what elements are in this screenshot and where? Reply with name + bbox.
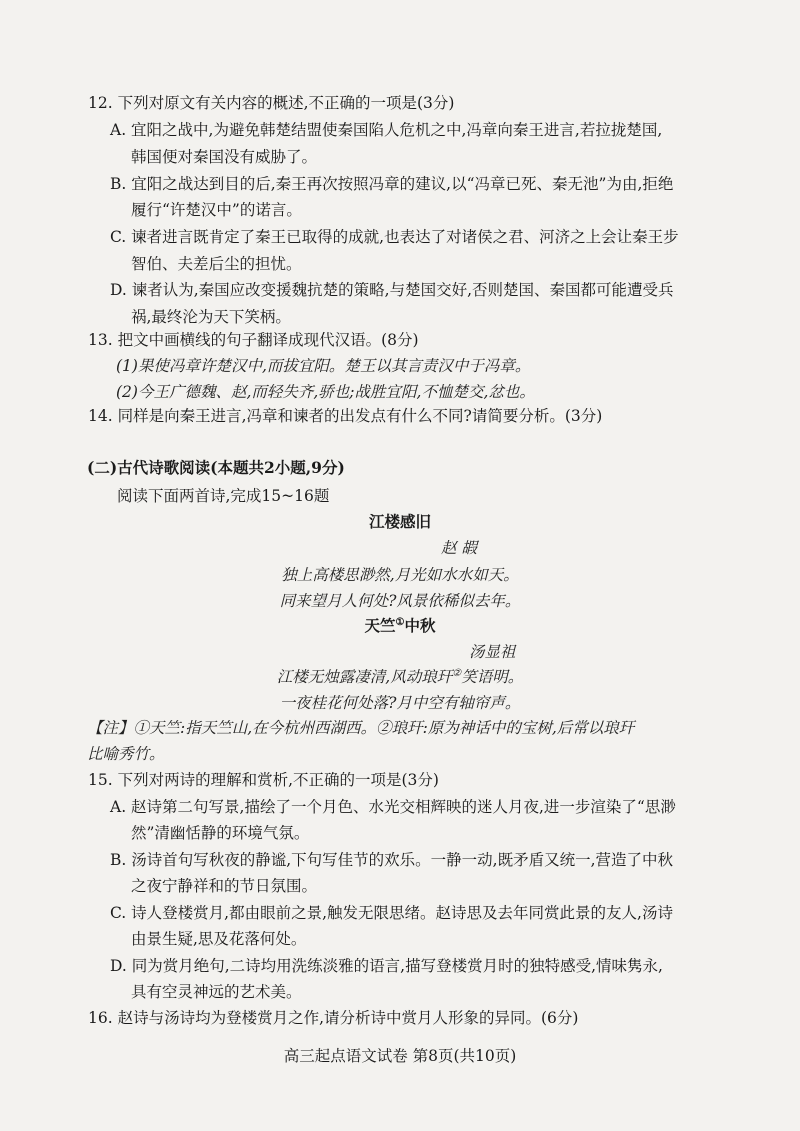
poem2-title — [0, 616, 800, 636]
poem2-line1 — [0, 667, 800, 687]
q12-option-b-line1: B. 宜阳之战达到目的后,秦王再次按照冯章的建议,以“冯章已死、秦无池”为由,拒绝 — [110, 175, 674, 193]
q13-sentence-2: (2)今王广德魏、赵,而轻失齐,骄也;战胜宜阳,不恤楚交,忿也。 — [116, 383, 535, 401]
q12-option-d-line1: D. 谏者认为,秦国应改变援魏抗楚的策略,与楚国交好,否则楚国、秦国都可能遭受兵 — [110, 281, 674, 299]
poem2-title-end: 中秋 — [404, 616, 436, 635]
q15-option-b-line2: 之夜宁静祥和的节日氛围。 — [131, 877, 318, 895]
poem1-line2: 同来望月人何处?风景依稀似去年。 — [279, 592, 521, 610]
note-line2: 比喻秀竹。 — [87, 745, 165, 763]
poem2-line1-end: 笑语明。 — [461, 668, 524, 686]
q15-option-a-line1: A. 赵诗第二句写景,描绘了一个月色、水光交相辉映的迷人月夜,进一步渲染了“思渺 — [110, 798, 676, 816]
q12-option-d-line2: 祸,最终沦为天下笑柄。 — [131, 308, 291, 326]
poem2-line1-start: 江楼无烛露凄清,风动琅玕 — [276, 668, 453, 686]
q15-option-d-line1: D. 同为赏月绝句,二诗均用洗练淡雅的语言,描写登楼赏月时的独特感受,情味隽永, — [110, 957, 663, 975]
section-title: (二)古代诗歌阅读(本题共2小题,9分) — [87, 458, 345, 477]
q15-option-c-line2: 由景生疑,思及花落何处。 — [131, 930, 307, 948]
footnote-marker-1: ① — [395, 617, 405, 628]
q13-stem: 13. 把文中画横线的句子翻译成现代汉语。(8分) — [88, 331, 419, 349]
q15-option-b-line1: B. 汤诗首句写秋夜的静谧,下句写佳节的欢乐。一静一动,既矛盾又统一,营造了中秋 — [110, 851, 674, 869]
poem2-author: 汤显祖 — [469, 643, 516, 661]
q15-option-c-line1: C. 诗人登楼赏月,都由眼前之景,触发无限思绪。赵诗思及去年同赏此景的友人,汤诗 — [110, 904, 673, 922]
q14-stem: 14. 同样是向秦王进言,冯章和谏者的出发点有什么不同?请简要分析。(3分) — [88, 407, 603, 425]
q12-option-a-line1: A. 宜阳之战中,为避免韩楚结盟使秦国陷人危机之中,冯章向秦王进言,若拉拢楚国, — [110, 121, 663, 139]
q12-option-b-line2: 履行“许楚汉中”的诺言。 — [131, 201, 302, 219]
note-line1: 【注】①天竺:指天竺山,在今杭州西湖西。②琅玕:原为神话中的宝树,后常以琅玕 — [87, 719, 635, 737]
q12-option-c-line2: 智伯、夫差后尘的担忧。 — [131, 255, 302, 273]
poem1-author: 赵 嘏 — [441, 539, 477, 557]
footnote-marker-2: ② — [452, 668, 462, 679]
poem2-title-main: 天竺 — [364, 616, 396, 635]
q16-stem: 16. 赵诗与汤诗均为登楼赏月之作,请分析诗中赏月人形象的异同。(6分) — [88, 1009, 579, 1027]
page-footer: 高三起点语文试卷 第8页(共10页) — [283, 1047, 517, 1065]
poem2-line2: 一夜桂花何处落?月中空有轴帘声。 — [279, 694, 521, 712]
q15-stem: 15. 下列对两诗的理解和赏析,不正确的一项是(3分) — [88, 771, 439, 789]
q15-option-a-line2: 然”清幽恬静的环境气氛。 — [131, 824, 310, 842]
q12-option-a-line2: 韩国便对秦国没有威胁了。 — [131, 148, 318, 166]
q12-option-c-line1: C. 谏者进言既肯定了秦王已取得的成就,也表达了对诸侯之君、河济之上会让秦王步 — [110, 228, 679, 246]
q12-stem: 12. 下列对原文有关内容的概述,不正确的一项是(3分) — [88, 94, 455, 112]
section-intro: 阅读下面两首诗,完成15~16题 — [117, 487, 330, 505]
q15-option-d-line2: 具有空灵神远的艺术美。 — [131, 983, 302, 1001]
poem1-title: 江楼感旧 — [368, 512, 431, 531]
q13-sentence-1: (1)果使冯章许楚汉中,而拔宜阳。楚王以其言责汉中于冯章。 — [116, 357, 531, 375]
poem1-line1: 独上高楼思渺然,月光如水水如天。 — [281, 566, 519, 584]
